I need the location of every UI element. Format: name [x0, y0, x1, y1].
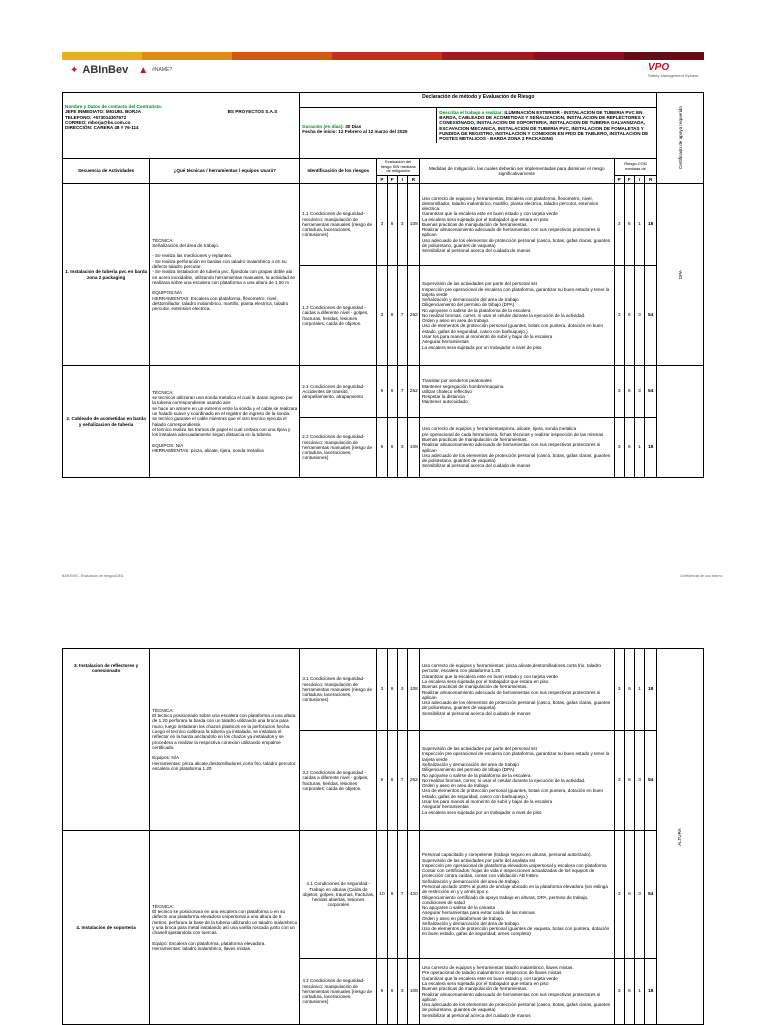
risk-4-2-f: 6: [387, 959, 397, 1025]
risk-4-2-r: 108: [407, 959, 419, 1025]
mitigation-4-2: Uso correcto de equipos y herramientas taladro inalambrico, llaves mixtas. Pre operacional de taladro inalambrico e inspeccion de llaves mixtas Garantizar que la escalera este en buen estado y con tarjeta verde La escalera sera sujetada por el trabajador que estara en piso Buenas practicas de manipulación de herramientas. Realizar almacenamiento adecuado de herramientas con sus respectivos protectores si aplican Uso adecuado de los elementos de protección personal (casco, botas, gafas claras, guantes de poliuretano, guantes de vaqueta) Sensibilizar al personal acerca del cuidado de manos: [419, 959, 614, 1025]
risk-table-page1: [62, 92, 704, 478]
risk-2-1-i: 7: [397, 366, 407, 418]
col-sequence: Secuencia de Actividades: [63, 159, 150, 184]
col-mitigation: Medidas de mitigación, las cuales deberán ser implementadas para disminuir el riesgo significativamente: [419, 159, 614, 184]
risk-1-1-i2: 1: [634, 184, 644, 266]
col-f: F: [387, 175, 397, 183]
vpo-label: VPO: [648, 62, 670, 73]
star-icon: ✦: [70, 64, 79, 76]
activity-4: 4. Instalacion de soporteria: [63, 831, 150, 1025]
mitigation-2-1: Transitar por senderos peatonales Mantener segregación hombre/maquina utilizar chaleco reflectivo Respetar la distancia Mantener autocuidado: [419, 366, 614, 418]
technique-4: TÉCNICA: El tecnico se posicionara en una escalera con plataforma o en su defecto una plataforma elevadora unipersonal a una altura de 5 metros, perforara la base de la tuberia utilizando un taladro inalambrico y una broca para metal instalando así una varilla roscada junto con un chanell ajustandola con tuercas. Equipo: Escalera con plataforma, plataforma elevadora. Herramientas: taladro inalambrico, llaves mixtas.: [150, 831, 300, 1025]
risk-2-2-f2: 6: [624, 418, 634, 478]
risk-2-1-f2: 6: [624, 366, 634, 418]
risk-2-2: 2.2 Condiciones de seguridad-mecánico: manipulación de herramientas manuales (riesgo de cortadura, laceraciones, contusiones): [300, 418, 377, 478]
brand-color-bar: [62, 52, 704, 60]
technique-1: TÉCNICA: Señalización del área de trabajo. - Se realiza las mediciones y replanteo. - Se realiza perforación en bardas con taladro inalambrico o en su defecto taladro percutor. - Se realiza instalacion de tuberia pvc, fijandola con grapas doble ala en acero inoxidable, utilizando herramientas manuales, la actividad se realizara sobre una escalera con plataforma a una altura de 1.50 m EQUIPOS:N/A HERRAMIENTAS: Escalera con plataforma, flexometro, nivel, destornillador, taladro inalambrico, martillo, planta electrica, taladro percutor, extension electrica.: [150, 184, 300, 366]
risk-1-2-p: 3: [377, 266, 387, 366]
col-i: I: [397, 175, 407, 183]
col-r2: R: [645, 175, 657, 183]
activity-3: 3. Instalacion de reflectores y conexionado: [63, 649, 150, 831]
risk-3-2-f: 6: [387, 731, 397, 831]
risk-1-2-p2: 3: [614, 266, 624, 366]
brand-tagline: #NAME?: [152, 67, 173, 73]
risk-4-2-i: 3: [397, 959, 407, 1025]
col-p: P: [377, 175, 387, 183]
col-f2: F: [624, 175, 634, 183]
cert-altura-label: ALTURA: [677, 827, 683, 846]
risk-2-2-f: 6: [387, 418, 397, 478]
risk-3-1-f2: 6: [624, 649, 634, 731]
risk-1-1-r2: 18: [645, 184, 657, 266]
risk-3-1-p: 3: [377, 649, 387, 731]
risk-4-2-p: 6: [377, 959, 387, 1025]
risk-3-2-r: 252: [407, 731, 419, 831]
risk-4-2-p2: 3: [614, 959, 624, 1025]
contractor-name: BS PROYECTOS S.A.S: [227, 109, 278, 115]
activity-2: 2. Cableado de acometidas en barda y señalizacion de tuberia: [63, 366, 150, 478]
activity-1: 1. Instalacion de tuberia pvc en barda zona 2 packaging: [63, 184, 150, 366]
risk-table-page2: [62, 648, 704, 1025]
risk-4-1: 4.1 Condiciones de seguridad - Trabajo en alturas (Caída de objetos, golpes, traumas, fracturas, heridas abiertas, lesiones corporales: [300, 831, 377, 959]
risk-3-1-r: 108: [407, 649, 419, 731]
risk-1-2: 1.2 Condiciones de seguridad - caídas a diferente nivel - golpes, fracturas, heridas, lesiones corporales, caída de objetos.: [300, 266, 377, 366]
risk-1-2-f2: 6: [624, 266, 634, 366]
risk-1-1-r: 108: [407, 184, 419, 266]
table-row: [63, 649, 704, 731]
risk-4-1-f2: 6: [624, 831, 634, 959]
method-cell: [300, 93, 657, 159]
vpo-sub: Safety Management System: [648, 73, 699, 78]
risk-4-1-r: 420: [407, 831, 419, 959]
flag-icon: ▲: [138, 64, 149, 76]
mitigation-2-2: Uso correcto de equipos y herramientaspinza, alicate, tijera, sonda metalica pre operacional de cada herramienta, fichas técnicas y realizar inspección de las mismas Buenas practicas de manipulación de herramientas. Realizar almacenamiento adecuado de herramientas con sus respectivos protectores si aplican Uso adecuado de los elementos de protección personal (casco, botas, gafas claras, guantes de poliuretano, guantes de vaqueta) Sensibilizar al personal acerca del cuidado de manos: [419, 418, 614, 478]
risk-3-2-p2: 3: [614, 731, 624, 831]
contractor-label: Nombre y Datos de contacto del Contratista:: [65, 104, 163, 109]
risk-2-1-p2: 3: [614, 366, 624, 418]
risk-4-1-i: 7: [397, 831, 407, 959]
risk-3-1-i2: 1: [634, 649, 644, 731]
risk-1-1: 1.1 Condiciones de seguridad-mecánico: manipulación de herramientas manuales (riesgo de cortadura, laceraciones, contusiones): [300, 184, 377, 266]
risk-3-1-r2: 18: [645, 649, 657, 731]
risk-2-2-r: 108: [407, 418, 419, 478]
col-p2: P: [614, 175, 624, 183]
table-row: [63, 184, 704, 266]
cert-label: Certificado de apoyo requerido: [677, 106, 683, 170]
contractor-cell: [63, 93, 300, 159]
risk-2-1-r: 252: [407, 366, 419, 418]
risk-2-2-p: 6: [377, 418, 387, 478]
risk-3-1-i: 3: [397, 649, 407, 731]
page-title: Declaración de método y Evaluación de Riesgo: [300, 93, 656, 108]
cert-header: [657, 93, 704, 184]
risk-1-1-f: 6: [387, 184, 397, 266]
mitigation-1-2: Supervisión de las actividades por parte del personal sst Inspección pre operacional de escalera con plataforma, garantizar su buen estado y tener la tarjeta verde Señalización y demarcación del area de trabajo Diligenciamiento del permiso de tribajo (DPA) No apoyarse o salirse de la plataforma de la escalera No realizar bromas, correr, ni usar el celular durante la ejecución de la actividad. Orden y aseo en area de trabajo. Uso de elementos de protección personal (guantes, botas con puntera, dotación en buen estado, gafas de seguridad, casco con barbuquejo.) Usar los para manos al momento de subir y bajar de la escalera Asegurar herramientas La escalera sera sujetada por un trabajador a nivel de piso: [419, 266, 614, 366]
col-techniques: ¿Qué técnicas / herramientas / equipos Usará?: [150, 159, 300, 184]
col-eval-with: Riesgo CON medidas de: [614, 159, 657, 176]
risk-1-1-p2: 3: [614, 184, 624, 266]
risk-2-2-i2: 1: [634, 418, 644, 478]
risk-4-1-r2: 54: [645, 831, 657, 959]
risk-1-1-p: 3: [377, 184, 387, 266]
risk-2-2-i: 3: [397, 418, 407, 478]
risk-4-1-i2: 3: [634, 831, 644, 959]
mitigation-3-1: Uso correcto de equipos y herramientas: pinza alicate,destornilladores,corta frio, taladro percutor, escalera con plataforma 1.20 Garantizar que la escalera este en buen estado y con tarjeta verde La escalera sera sujetada por el trabajador que estara en piso Buenas practicas de manipulación de herramientas. Realizar almacenamiento adecuado de herramientas con sus respectivos protectores si aplican Uso adecuado de los elementos de protección personal (casco, botas, gafas claras, guantes de poliuretano, guantes de vaqueta) Sensibilizar al personal acerca del cuidado de manos: [419, 649, 614, 731]
risk-1-2-i2: 3: [634, 266, 644, 366]
mitigation-1-1: Uso correcto de equipos y herramientas, Escalera con plataforma, flexometro, nivel, destornillador, taladro inalambrico, martillo, planta electrica, taladro percutor, extension electrica. Garantizar que la escalera este en buen estado y con tarjeta verde La escalera sera sujetada por el trabajador que estara en piso Buenas practicas de manipulación de herramientas. Realizar almacenamiento adecuado de herramientas con sus respectivos protectores si aplican Uso adecuado de los elementos de protección personal (casco, botas, gafas claras, guantes de poliuretano, guantes de vaqueta) Sensibilizar al personal acerca del cuidado de manos: [419, 184, 614, 266]
risk-1-1-f2: 6: [624, 184, 634, 266]
risk-4-2-f2: 6: [624, 959, 634, 1025]
risk-1-2-r2: 54: [645, 266, 657, 366]
risk-2-1-f: 6: [387, 366, 397, 418]
technique-2: TÉCNICA: se tecnicos utilizaran una sonda metalica el cual le daran ingreso por la tuberia correspondiente usando aire se hace un amarre en un extremo entre la sonda y el cable,se realizara un halado suave y coordinado en el registro de ingreso de la sonda. se tecnico guarase el cable mientras que el otro tecnico ejecuta el halado correspondiente. el tecnico realiza los tramos de papel el cual cortara con una tijera y los instalara adecuadamente segun distancia en la tuberia EQUIPOS: N/A HERRAMIENTAS: pinza, alicate, tijera, sonda metalica: [150, 366, 300, 478]
cert-3-4: [657, 649, 704, 1025]
risk-4-2: 4.2 Condiciones de seguridad-mecánico: manipulación de herramientas manuales (riesgo de cortadura, laceraciones, contusiones): [300, 959, 377, 1025]
cert-1-label: DPA: [677, 270, 683, 280]
risk-3-2-p: 6: [377, 731, 387, 831]
table-row: [63, 366, 704, 418]
work-label: Describa el trabajo a realizar:: [439, 109, 505, 115]
mitigation-3-2: Supervisión de las actividades por parte del personal sst Inspección pre operacional de escalera con plataforma, garantizar su buen estado y tener la tarjeta verde Señalización y demarcación del area de trabajo Diligenciamiento del permiso de tribajo (DPA) No apoyarse o salirse de la plataforma de la escalera No realizar bromas, correr, ni usar el celular durante la ejecución de la actividad. Orden y aseo en area de trabajo. Uso de elementos de protección personal (guantes, botas con puntera, dotación en buen estado, gafas de seguridad, casco con barbuquejo.) Usar los para manos al momento de subir y bajar de la escalera Asegurar herramientas La escalera sera sujetada por un trabajador a nivel de piso: [419, 731, 614, 831]
risk-3-2-f2: 6: [624, 731, 634, 831]
brand-name: ABInBev: [82, 64, 129, 76]
duration-value: 30 Días: [345, 123, 362, 129]
duration-label: Duración (en días):: [302, 123, 346, 129]
risk-4-2-i2: 1: [634, 959, 644, 1025]
work-description: ILUMINACIÓN EXTERIOR - INSTALACION DE TUBERIA PVC EN BARDA, CABLEADO DE ACOMETIDAS Y SEÑALIZACION, INSTALACION DE REFLECTORES Y CONEXIONADO, INSTALACION DE SOPORTERIA, INSTALACION DE TUBERIA GALVANIZADA, EXCAVACION MECANICA, INSTALACION DE TUBERIA PVC, INSTALACION DE FOMALETAS Y FUNDIDA DE REGISTRO, INSTALACION Y CONEXION EN FRIO DE TABLERO, INSTALACION DE POSTES METALICOS - BARDA ZONA 2 PACKAGING: [439, 109, 649, 142]
risk-3-2: 3.2 Condiciones de seguridad - caídas a diferente nivel - golpes, fracturas, heridas, lesiones corporales, caída de objetos.: [300, 731, 377, 831]
risk-1-2-f: 6: [387, 266, 397, 366]
vpo-logo: [648, 62, 698, 78]
start-dates: Fecha de inicio: 12 Febrero al 12 marzo del 2025: [302, 129, 408, 135]
risk-3-2-r2: 54: [645, 731, 657, 831]
col-eval-without: Evaluación del riesgo SIN medidas de mitigación: [377, 159, 420, 176]
risk-4-2-r2: 18: [645, 959, 657, 1025]
footer-left: BAR/EMS - Evaluación de riesgos/DEA: [62, 574, 124, 578]
table-row: [63, 831, 704, 959]
col-r: R: [407, 175, 419, 183]
risk-3-2-i: 7: [397, 731, 407, 831]
risk-4-1-p2: 3: [614, 831, 624, 959]
risk-1-1-i: 3: [397, 184, 407, 266]
abinbev-logo: [70, 64, 172, 76]
risk-4-1-f: 6: [387, 831, 397, 959]
risk-2-2-p2: 3: [614, 418, 624, 478]
risk-3-1-p2: 3: [614, 649, 624, 731]
col-i2: I: [634, 175, 644, 183]
risk-4-1-p: 10: [377, 831, 387, 959]
risk-2-1-i2: 3: [634, 366, 644, 418]
cert-1: [657, 184, 704, 366]
risk-2-1-p: 6: [377, 366, 387, 418]
risk-2-1: 2.1 Condiciones de seguridad-Accidentes de transito, atropellamiento, atrapamiento: [300, 366, 377, 418]
cert-2: [657, 366, 704, 478]
mitigation-4-1: Personal capacitado y competente (trabajo seguro en alturas, personal autorizado). Supervisión de las actividades por parte del analista sst Inspección pre operacional de plataforma elevadora unipersonal y escalera con plataforma Contar con certificados, hojas de vida e inspecciones actualizadas de los equipos de protección contra caídas, contar con validación AB InBev. Señalización y demarcación del area de trabajo. Personal anclado 100% al punto de anclaje ubicado en la plataforma elevadora (sin eslinga de restricción en y y arnés tipo x. Diligenciamiento certificado de apoyo trabajo en alturas, DPA, permiso de trabajo, condiciones de salud No apoyarse o salirse de la canasta Asegurar herramientas para evitar caída de las mismas Orden y aseo en plataformas de trabajo. Señalización y demarcación del área de trabajo. Uso de elementos de protección personal (guantes de vaqueta, botas con puntera, dotación en buen estado, gafas de seguridad, arnes completo): [419, 831, 614, 959]
risk-3-2-i2: 3: [634, 731, 644, 831]
risk-2-1-r2: 54: [645, 366, 657, 418]
risk-1-2-i: 7: [397, 266, 407, 366]
contact-lines: JEFE INMEDIATO: MIGUEL BORJA TELEFONO: +573014307672 CORREO: mborja@bs.com.co DIRECCIÓN: CARERA 48 # 76-114: [65, 109, 142, 131]
risk-3-1: 3.1 Condiciones de seguridad-mecánico: manipulación de herramientas manuales (riesgo de cortadura, laceraciones, contusiones): [300, 649, 377, 731]
risk-3-1-f: 6: [387, 649, 397, 731]
technique-3: TÉCNICA: El tecnico posicionado sobre una escalera con plataforma a una altura de 1.20 perforara la barda con un taladro utilizando una broca para muro, luego instalaran los chazos plasticos en la perforacion hecha. Luego el tecnico calibrara la tuberia ya instalada, se instalara el reflector en la barda anclandolo en los chazos ya instalados y se procedera a realizar la respectiva conexion utilizando empalme certificado. Equipos: N/A Herramientas: pinza alicate,destornilladores,corta frio, taladro percutor, escalera con plataforma 1.20: [150, 649, 300, 831]
risk-1-2-r: 252: [407, 266, 419, 366]
col-risk-id: Identificación de los riesgos: [300, 159, 377, 184]
footer-right: Confidencial de uso interno: [680, 574, 723, 578]
risk-2-2-r2: 18: [645, 418, 657, 478]
